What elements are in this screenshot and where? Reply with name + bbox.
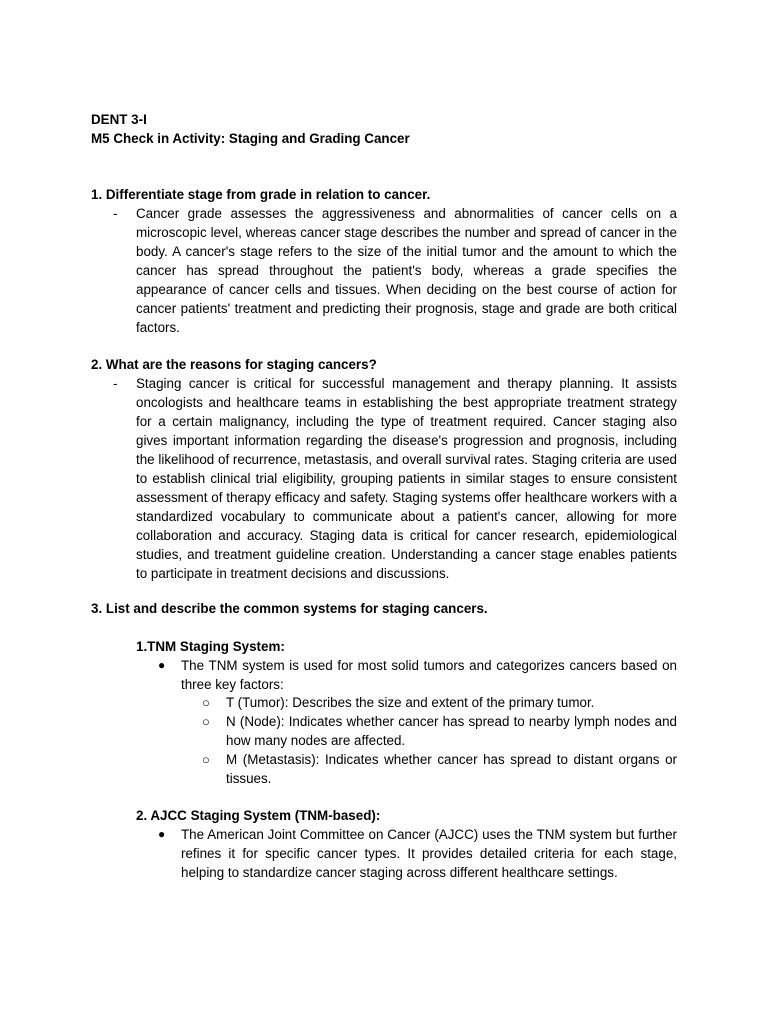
- bullet-marker: ●: [158, 827, 166, 841]
- ajcc-heading: 2. AJCC Staging System (TNM-based):: [136, 808, 381, 823]
- sub-bullet-marker: ○: [202, 752, 210, 767]
- answer-2: Staging cancer is critical for successful management and therapy planning. It assists oncologists and healthcare teams in establishing the best appropriate treatment strategy for a certain malignancy, including the type of treatment required. Cancer staging also gives important information regarding the disease's progression and prognosis, including the likelihood of recurrence, metastasis, and overall survival rates. Staging criteria are used to establish clinical trial eligibility, grouping patients in similar stages to ensure consistent assessment of therapy efficacy and safety. Staging systems offer healthcare workers with a standardized vocabulary to communicate about a patient's cancer, allowing for more collaboration and accuracy. Staging data is critical for cancer research, epidemiological studies, and treatment guideline creation. Understanding a cancer stage enables patients to participate in treatment decisions and discussions.: [136, 376, 677, 581]
- question-3: 3. List and describe the common systems for staging cancers.: [91, 601, 488, 616]
- dash-marker: -: [113, 376, 118, 391]
- question-1: 1. Differentiate stage from grade in relation to cancer.: [91, 187, 431, 202]
- tnm-metastasis-item: M (Metastasis): Indicates whether cancer has spread to distant organs or tissues.: [226, 752, 677, 786]
- dash-marker: -: [113, 206, 118, 221]
- tnm-heading: 1.TNM Staging System:: [136, 639, 285, 654]
- activity-title: M5 Check in Activity: Staging and Grading Cancer: [91, 131, 410, 146]
- tnm-node-item: N (Node): Indicates whether cancer has spread to nearby lymph nodes and how many nodes are affected.: [226, 714, 677, 748]
- course-code: DENT 3-I: [91, 112, 147, 127]
- tnm-tumor-item: T (Tumor): Describes the size and extent of the primary tumor.: [226, 695, 595, 710]
- ajcc-description: The American Joint Committee on Cancer (AJCC) uses the TNM system but further refines it for specific cancer types. It provides detailed criteria for each stage, helping to standardize cancer staging across different healthcare settings.: [181, 827, 677, 880]
- bullet-marker: ●: [158, 658, 166, 672]
- answer-1: Cancer grade assesses the aggressiveness and abnormalities of cancer cells on a microscopic level, whereas cancer stage describes the number and spread of cancer in the body. A cancer's stage refers to the size of the initial tumor and the amount to which the cancer has spread throughout the patient's body, whereas a grade specifies the appearance of cancer cells and tissues. When deciding on the best course of action for cancer patients' treatment and predicting their prognosis, stage and grade are both critical factors.: [136, 206, 677, 335]
- tnm-description: The TNM system is used for most solid tumors and categorizes cancers based on three key factors:: [181, 658, 677, 692]
- sub-bullet-marker: ○: [202, 714, 210, 729]
- question-2: 2. What are the reasons for staging cancers?: [91, 357, 377, 372]
- sub-bullet-marker: ○: [202, 695, 210, 710]
